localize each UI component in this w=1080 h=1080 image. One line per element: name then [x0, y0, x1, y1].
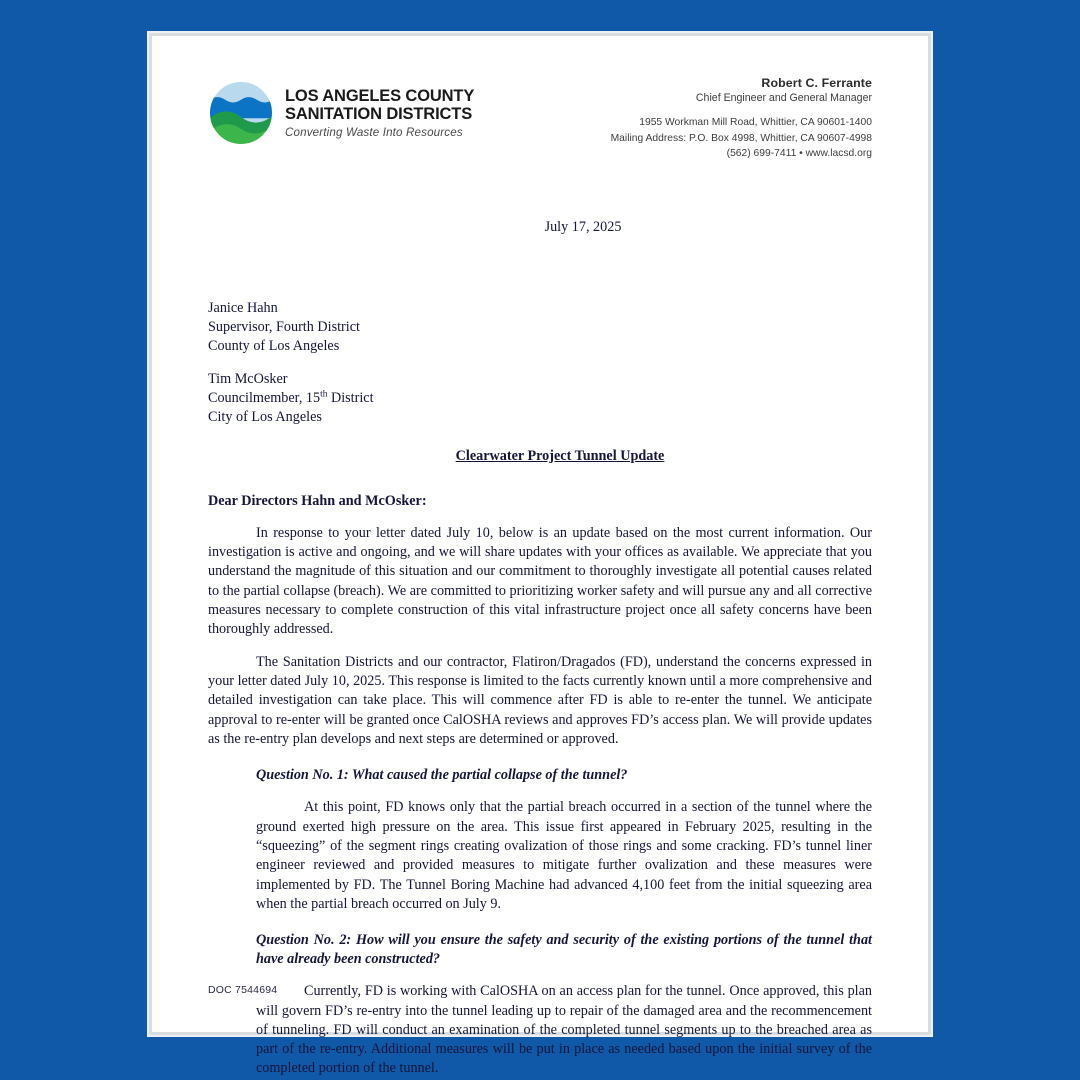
brand-text	[285, 88, 474, 139]
recipient-2	[208, 370, 872, 427]
recipient-1-org: County of Los Angeles	[208, 337, 340, 354]
brand-block	[208, 74, 474, 146]
page-content	[152, 36, 928, 1077]
recipient-2-title-ordinal: th	[320, 389, 328, 400]
answer-2: Currently, FD is working with CalOSHA on an access plan for the tunnel. Once approved, this plan will govern FD’s re-entry into the tunnel leading up to repair of the damaged area and the recommencement of tunneling. FD will conduct an examination of the completed tunnel segments up to the breached area as part of the re-entry. Additional measures will be put in place as needed based upon the initial survey of the completed portion of the tunnel.	[256, 983, 872, 1077]
letter-date: July 17, 2025	[544, 219, 622, 235]
brand-tagline: Converting Waste Into Resources	[285, 125, 463, 139]
contact-title: Chief Engineer and General Manager	[695, 92, 872, 104]
doc-number: DOC 7544694	[208, 984, 278, 996]
addressee-block	[208, 299, 872, 427]
recipient-2-title-suffix: District	[327, 390, 374, 406]
paragraph-1: In response to your letter dated July 10, below is an update based on the most current information. Our investigation is active and ongoing, and we will share updates with your offices as available. We appreciate that you understand the magnitude of this situation and our commitment to thoroughly investigate all potential causes related to the partial collapse (breach). We are committed to prioritizing worker safety and will pursue any and all corrective measures necessary to complete construction of this vital infrastructure project once all safety concerns have been thoroughly addressed.	[208, 524, 872, 638]
contact-phone-website: (562) 699-7411 • www.lacsd.org	[726, 148, 872, 160]
contact-address-line-1: 1955 Workman Mill Road, Whittier, CA 90601-1400	[639, 117, 872, 128]
question-2-heading: Question No. 2: How will you ensure the safety and security of the existing portions of the tunnel that have already been constructed?	[256, 932, 872, 968]
paragraph-2: The Sanitation Districts and our contractor, Flatiron/Dragados (FD), understand the concerns expressed in your letter dated July 10, 2025. This response is limited to the facts currently known until a more comprehensive and detailed investigation can take place. This will commence after FD is able to re-enter the tunnel. We anticipate approval to re-enter will be granted once CalOSHA reviews and approves FD’s access plan. We will provide updates as the re-entry plan develops and next steps are determined or approved.	[208, 653, 872, 747]
contact-block	[611, 74, 872, 162]
subject-line: Clearwater Project Tunnel Update	[455, 448, 665, 465]
letterhead	[208, 74, 872, 170]
contact-address-line-2: Mailing Address: P.O. Box 4998, Whittier, CA 90607-4998	[610, 132, 872, 144]
recipient-1-name: Janice Hahn	[208, 299, 278, 316]
recipient-1	[208, 299, 872, 356]
answer-1: At this point, FD knows only that the partial breach occurred in a section of the tunnel where the ground exerted high pressure on the area. This issue first appeared in February 2025, resulting in the “squeezing” of the segment rings creating ovalization of those rings and some cracking. FD’s tunnel liner engineer reviewed and provided measures to mitigate further ovalization and these measures were implemented by FD. The Tunnel Boring Machine had advanced 4,100 feet from the initial squeezing area when the partial breach occurred on July 9.	[256, 799, 872, 912]
contact-name: Robert C. Ferrante	[761, 76, 872, 90]
recipient-2-title	[208, 389, 872, 408]
recipient-2-name: Tim McOsker	[208, 370, 288, 387]
brand-line-1: LOS ANGELES COUNTY	[285, 86, 475, 105]
letter-page	[152, 36, 928, 1077]
recipient-1-title: Supervisor, Fourth District	[208, 318, 360, 335]
letter-body	[208, 218, 872, 1079]
recipient-2-title-prefix: Councilmember, 15	[208, 390, 321, 406]
brand-line-2: SANITATION DISTRICTS	[285, 105, 473, 124]
sanitation-districts-logo-icon	[208, 80, 274, 146]
question-1-heading: Question No. 1: What caused the partial collapse of the tunnel?	[256, 767, 628, 784]
salutation: Dear Directors Hahn and McOsker:	[208, 492, 427, 509]
recipient-2-org: City of Los Angeles	[208, 409, 322, 426]
